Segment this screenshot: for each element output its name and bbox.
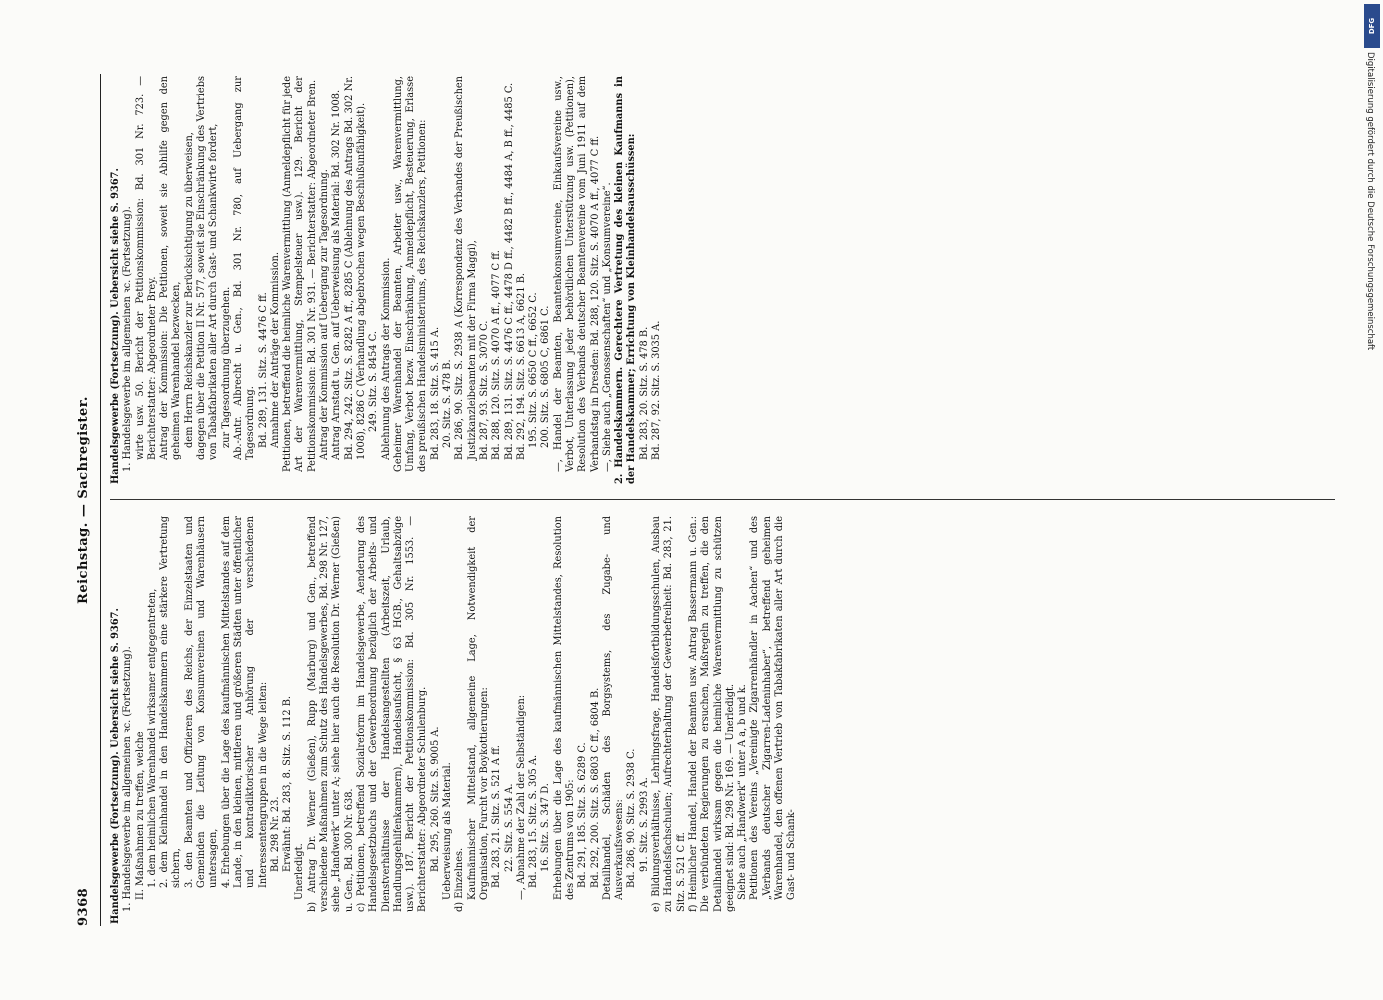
index-entry: 200. Sitz. S. 6805 C, 6861 C.	[540, 305, 552, 448]
index-entry: Erwähnt: Bd. 283, 8. Sitz. S. 112 B.	[282, 695, 294, 872]
index-entry: Bd. 283, 15. Sitz. S. 305 A.	[528, 754, 540, 888]
index-entry: Geheimer Warenhandel der Beamten, Arbeiter usw., Warenvermittlung, Umfang, Verbot bezw. Einschränkung, Anmeldepflicht, Besteuerung, Erlasse des preußischen Handelsministeriums, des Reichskanzlers, Petitionen:	[392, 76, 429, 472]
index-entry: 1. Handelsgewerbe im allgemeinen ꝛc. (Fortsetzung).	[122, 646, 134, 912]
page-number: 9368	[76, 887, 91, 926]
index-entry: Bd. 283, 18. Sitz. S. 415 A.	[429, 326, 441, 460]
index-entry: f) Heimlicher Handel, Handel der Beamten usw. Antrag Bassermann u. Gen.: Die verbündeten Regierungen zu ersuchen, Maßregeln zu treffen, die den Detailhandel wirksam gegen die heimliche Warenvermittlung zu schützen geeignet sind: Bd. 298 Nr. 169. — Unerledigt.	[687, 516, 736, 912]
index-entry: dem Herrn Reichskanzler zur Berücksichtigung zu überweisen,	[183, 132, 195, 448]
index-entry: II. Maßnahmen zu treffen, welche	[134, 731, 146, 900]
index-entry: dagegen über die Petition II Nr. 577, soweit sie Einschränkung des Vertriebs von Tabakfabrikaten aller Art durch Gast- und Schankwirte fordert,	[196, 76, 220, 460]
index-entry: Bd. 292, 200. Sitz. S. 6803 C ff., 6804 B.	[589, 687, 601, 888]
index-entry: Ueberweisung als Material.	[442, 762, 454, 900]
index-entry: 4. Erhebungen über die Lage des kaufmännischen Mittelstandes auf dem Lande, in den kleinen, mittleren und größeren Städten unter öffentlicher und kontradiktorischer Anhörung der verschiedenen Interessentengruppen in die Wege leiten:	[220, 516, 269, 888]
index-entry: Bd. 289, 131. Sitz. S. 4476 C ff.	[257, 292, 269, 448]
index-entry: Antrag der Kommission: Die Petitionen, soweit sie Abhilfe gegen den geheimen Warenhandel bezwecken,	[159, 76, 183, 460]
index-entry: Bd. 292, 194. Sitz. S. 6613 A, 6621 B.	[515, 272, 527, 460]
index-entry: e) Bildungsverhältnisse, Lehrlingsfrage, Handelsfortbildungsschulen, Ausbau zu Handelsfachschulen; Aufrechterhaltung der Gewerbefreiheit: Bd. 283, 21. Sitz. S. 521 C ff.	[651, 516, 687, 912]
index-entry: Bd. 287, 92. Sitz. S. 3035 A.	[651, 320, 663, 460]
index-entry: Bd. 294, 242. Sitz. S. 8282 A ff., 8285 C (Ablehnung des Antrags Bd. 302 Nr. 1008), 8286 C (Verhandlung abgebrochen wegen Beschlußunfähigkeit).	[343, 76, 367, 460]
index-entry: Kaufmännischer Mittelstand, allgemeine Lage, Notwendigkeit der Organisation, Furcht vor Boykottierungen:	[466, 516, 490, 900]
index-entry: b) Antrag Dr. Werner (Gießen), Rupp (Marburg) und Gen., betreffend verschiedene Maßnahmen zum Schutz des Handelsgewerbes, Bd. 298 Nr. 127, siehe „Handwerk“ unter A; siehe hier auch die Resolution Dr. Werner (Gießen) u. Gen., Bd. 300 Nr. 638.	[306, 516, 355, 912]
index-entry: Antrag Arnstadt u. Gen. auf Ueberweisung als Material: Bd. 302 Nr. 1008.	[331, 89, 343, 460]
index-entry: Bd. 283, 21. Sitz. S. 521 A ff.	[491, 745, 503, 888]
index-entry: Bd. 291, 185. Sitz. S. 6289 C.	[577, 742, 589, 888]
index-entry: 91. Sitz. S. 2993 A.	[638, 777, 650, 872]
index-entry: 22. Sitz. S. 554 A.	[503, 783, 515, 872]
index-entry: Bd. 287, 93. Sitz. S. 3070 C.	[478, 320, 490, 460]
index-entry: Unerledigt.	[294, 843, 306, 900]
index-entry: Bd. 295, 260. Sitz. S. 9005 A.	[429, 726, 441, 872]
index-entry: —, Handel der Beamten, Beamtenkonsumvereine, Einkaufsvereine usw., Verbot, Unterlassung jeder behördlichen Unterstützung usw. (Petitionen), Resolution des Verbands deutscher Beamtenvereine vom Juni 1911 auf dem Verbandstag in Dresden: Bd. 288, 120. Sitz. S. 4070 A ff., 4077 C ff.	[552, 76, 601, 472]
index-entry: 1. Handelsgewerbe im allgemeinen ꝛc. (Fortsetzung).	[122, 206, 134, 472]
index-entry: 1. dem heimlichen Warenhandel wirksamer entgegentreten,	[146, 588, 158, 888]
index-column-right	[110, 76, 1340, 484]
index-entry: —, Siehe auch „Genossenschaften“ und „Konsumvereine“.	[601, 182, 613, 472]
index-entry: zur Tagesordnung überzugehen.	[220, 286, 232, 448]
index-entry: Bd. 286, 90. Sitz. S. 2938 C.	[626, 748, 638, 888]
index-entry: Petitionen, betreffend die heimliche Warenvermittlung (Anmeldepflicht für jede Art der Warenvermittlung, Stempelsteuer usw.). 129. Bericht der Petitionskommission: Bd. 301 Nr. 931. — Berichterstatter: Abgeordneter Bren.	[282, 76, 318, 472]
column-divider	[110, 499, 1335, 500]
page-header	[74, 74, 100, 926]
running-title: Reichstag. — Sachregister.	[76, 396, 91, 604]
index-entry: Ab.-Antr. Albrecht u. Gen., Bd. 301 Nr. 780, auf Uebergang zur Tagesordnung.	[232, 76, 257, 460]
index-entry: Annahme der Anträge der Kommission.	[269, 252, 281, 448]
index-entry: Detailhandel, Schäden des Borgsystems, des Zugabe- und Ausverkaufswesens:	[601, 516, 626, 900]
digitization-note-text: Digitalisierung gefördert durch die Deutsche Forschungsgemeinschaft	[1365, 52, 1375, 351]
index-entry: c) Petitionen, betreffend Sozialreform im Handelsgewerbe, Aenderung des Handelsgesetzbuchs und der Gewerbeordnung bezüglich der Arbeits- und Dienstverhältnisse der Handelsangestellten (Arbeitszeit, Urlaub, Handlungsgehilfenkammern), Handelsaufsicht, § 63 HGB., Gehaltsabzüge usw.). 187. Bericht der Petitionskommission: Bd. 305 Nr. 1553. — Berichterstatter: Abgeordneter Schulenburg.	[355, 516, 429, 912]
index-entry: 2. dem Kleinhandel in den Handelskammern eine stärkere Vertretung sichern,	[159, 516, 183, 888]
index-entry: Bd. 288, 120. Sitz. S. 4070 A ff., 4077 C ff.	[491, 250, 503, 460]
index-entry: —, Abnahme der Zahl der Selbständigen:	[515, 694, 527, 900]
index-entry: Antrag der Kommission auf Uebergang zur Tagesordnung.	[319, 169, 331, 460]
index-entry: Erhebungen über die Lage des kaufmännischen Mittelstandes, Resolution des Zentrums von 1905:	[552, 516, 576, 900]
index-entry: 20. Sitz. S. 478 B.	[442, 359, 454, 448]
index-entry: d) Einzelnes.	[454, 847, 466, 912]
index-entry: wirte usw. 50. Bericht der Petitionskommission: Bd. 301 Nr. 723. — Berichterstatter: Abgeordneter Brey.	[134, 76, 158, 460]
index-entry: Bd. 283, 20. Sitz. S. 478 B.	[638, 326, 650, 460]
index-entry: 16. Sitz. S. 347 D.	[540, 783, 552, 872]
index-entry: Ablehnung des Antrags der Kommission.	[380, 257, 392, 460]
index-entry: Bd. 286, 90. Sitz. S. 2938 A (Korrespondenz des Verbandes der Preußischen Justizkanzleibeamten mit der Firma Maggi),	[454, 76, 478, 460]
index-entry: Handelsgewerbe (Fortsetzung). Uebersicht siehe S. 9367.	[110, 608, 121, 924]
index-entry: 2. Handelskammern. Gerechtere Vertretung des kleinen Kaufmanns in der Handelskammer; Errichtung von Kleinhandelsausschüssen:	[614, 76, 638, 484]
index-entry: 249. Sitz. S. 8454 C.	[368, 331, 380, 432]
index-entry: 3. den Beamten und Offizieren des Reichs, der Einzelstaaten und Gemeinden die Leitung von Konsumvereinen und Warenhäusern untersagen,	[183, 516, 220, 888]
index-entry: Bd. 298 Nr. 23.	[269, 796, 281, 872]
dfg-logo-label: DFG	[1368, 17, 1376, 35]
index-entry: Petitionen des Vereins „Vereinigte Zigarrenhändler in Aachen“ und des „Verbands deutscher Zigarren-Ladeninhaber“, betreffend geheimen Warenhandel, den offenen Vertrieb von Tabakfabrikaten aller Art durch die Gast- und Schank-	[749, 516, 798, 900]
index-entry: Bd. 289, 131. Sitz. S. 4476 C ff., 4478 D ff., 4482 B ff., 4484 A, B ff., 4485 C.	[503, 82, 515, 460]
dfg-logo	[1364, 4, 1380, 48]
document-page	[70, 60, 1350, 940]
index-column-left	[110, 516, 1340, 924]
header-rule	[100, 74, 101, 926]
index-entry: Siehe auch „Handwerk“ unter A a, b und k.	[737, 684, 749, 900]
index-entry: 195. Sitz. S. 6650 C ff., 6652 C.	[528, 292, 540, 448]
index-entry: Handelsgewerbe (Fortsetzung). Uebersicht siehe S. 9367.	[110, 168, 121, 484]
